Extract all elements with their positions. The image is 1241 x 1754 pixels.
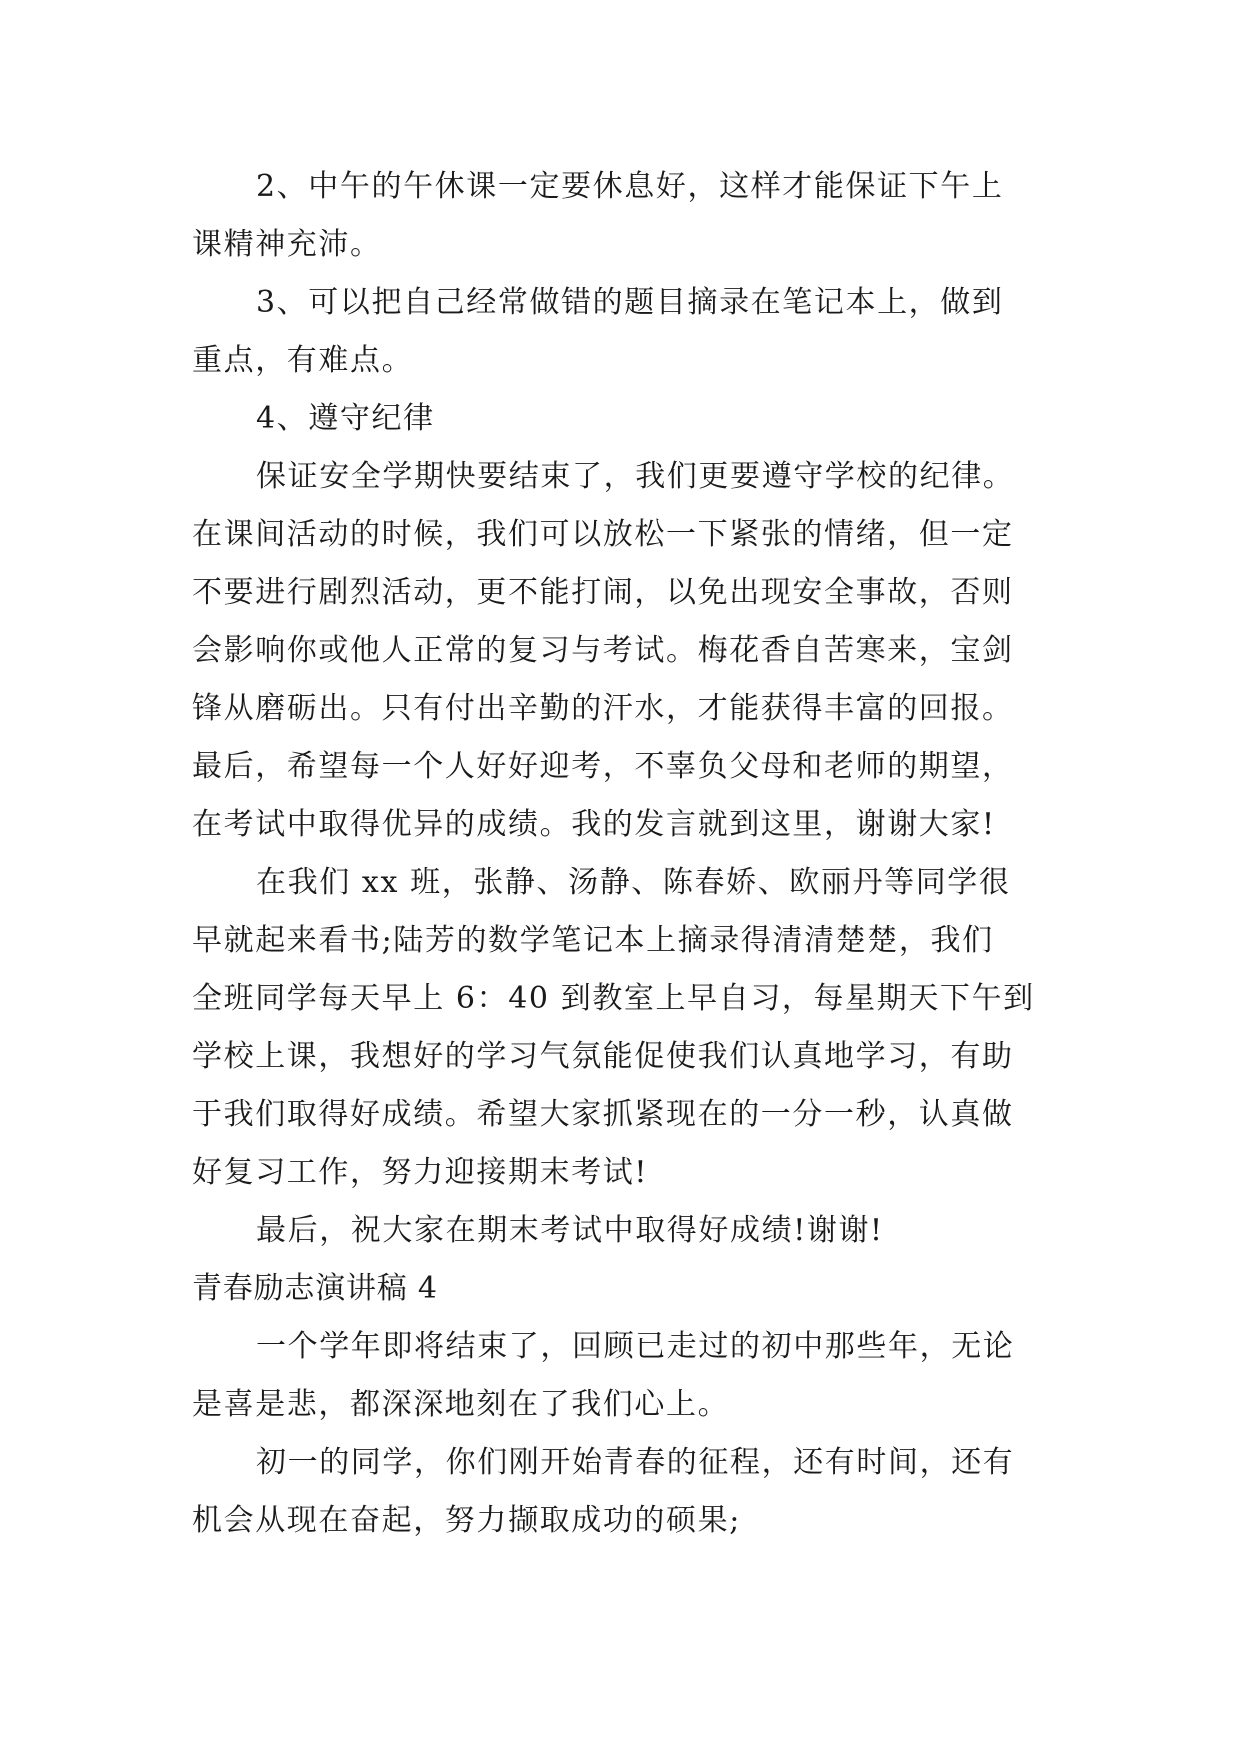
- text-line: 保证安全学期快要结束了，我们更要遵守学校的纪律。: [256, 459, 1015, 494]
- text-line: 最后，祝大家在期末考试中取得好成绩!谢谢!: [256, 1213, 884, 1248]
- text-line: 锋从磨砺出。只有付出辛勤的汗水，才能获得丰富的回报。: [192, 691, 1014, 726]
- text-line: 在课间活动的时候，我们可以放松一下紧张的情绪，但一定: [192, 517, 1014, 552]
- text-line: 早就起来看书;陆芳的数学笔记本上摘录得清清楚楚，我们: [192, 923, 994, 958]
- text-line: 机会从现在奋起，努力撷取成功的硕果;: [192, 1503, 741, 1538]
- text-line: 2、中午的午休课一定要休息好，这样才能保证下午上: [256, 169, 1004, 204]
- section-heading: 青春励志演讲稿 4: [192, 1271, 438, 1306]
- text-line: 最后，希望每一个人好好迎考，不辜负父母和老师的期望，: [192, 749, 1014, 784]
- text-line: 课精神充沛。: [192, 227, 382, 262]
- text-line: 不要进行剧烈活动，更不能打闹，以免出现安全事故，否则: [192, 575, 1014, 610]
- text-line: 学校上课，我想好的学习气氛能促使我们认真地学习，有助: [192, 1039, 1014, 1074]
- document-page: [192, 158, 1052, 1550]
- text-line: 一个学年即将结束了，回顾已走过的初中那些年，无论: [256, 1329, 1015, 1364]
- text-line: 重点，有难点。: [192, 343, 414, 378]
- text-line: 于我们取得好成绩。希望大家抓紧现在的一分一秒，认真做: [192, 1097, 1014, 1132]
- text-line: 初一的同学，你们刚开始青春的征程，还有时间，还有: [256, 1445, 1015, 1480]
- text-line: 在我们 xx 班，张静、汤静、陈春娇、欧丽丹等同学很: [256, 865, 1011, 900]
- text-line: 好复习工作，努力迎接期末考试!: [192, 1155, 649, 1190]
- text-line: 在考试中取得优异的成绩。我的发言就到这里，谢谢大家!: [192, 807, 996, 842]
- text-line: 全班同学每天早上 6：40 到教室上早自习，每星期天下午到: [192, 981, 1035, 1016]
- text-line: 4、遵守纪律: [256, 401, 435, 436]
- text-line: 3、可以把自己经常做错的题目摘录在笔记本上，做到: [256, 285, 1004, 320]
- text-line: 会影响你或他人正常的复习与考试。梅花香自苦寒来，宝剑: [192, 633, 1014, 668]
- text-line: 是喜是悲，都深深地刻在了我们心上。: [192, 1387, 730, 1422]
